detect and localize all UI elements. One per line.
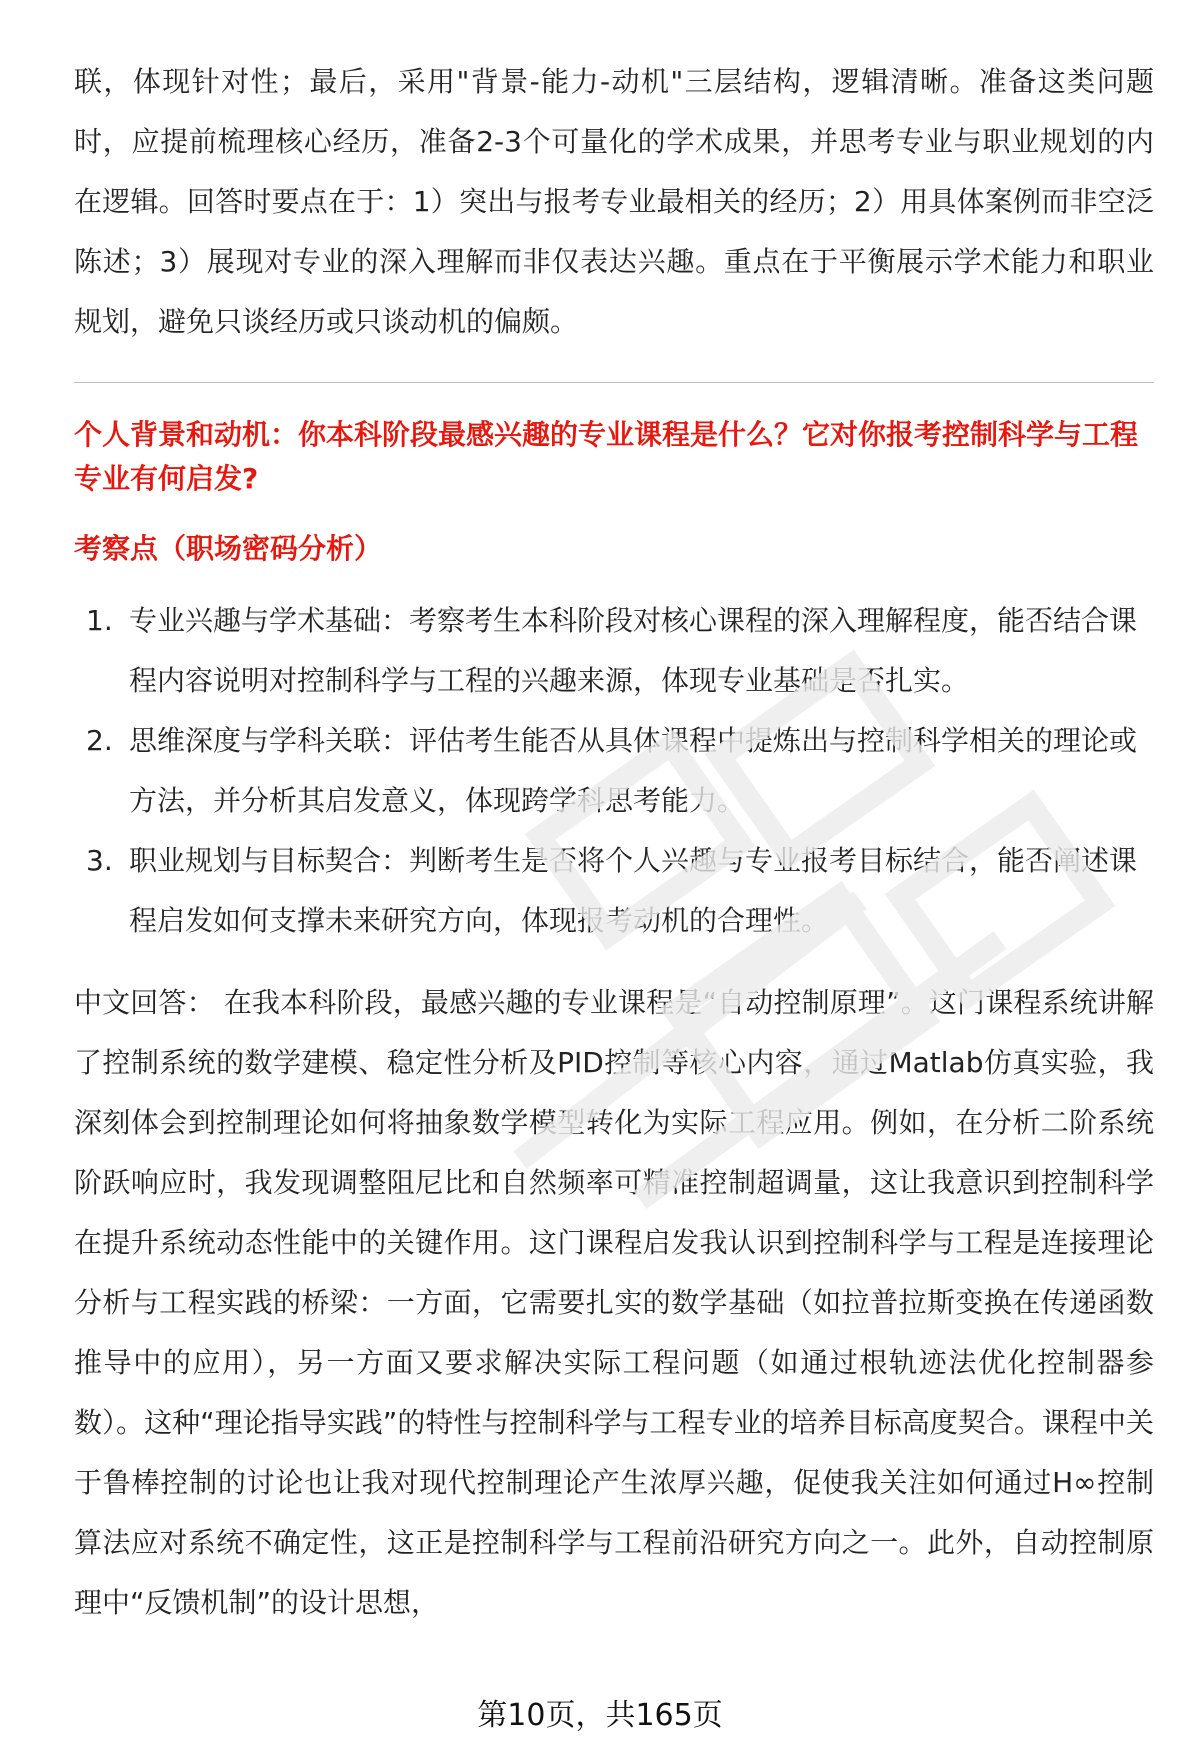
assessment-item-number: 1. — [86, 604, 113, 637]
page-footer: 第10页，共165页 — [477, 1698, 723, 1733]
assessment-list — [74, 591, 1154, 951]
intro-paragraph: 联，体现针对性；最后，采用"背景-能力-动机"三层结构，逻辑清晰。准备这类问题时，应提前梳理核心经历，准备2-3个可量化的学术成果，并思考专业与职业规划的内在逻辑。回答时要点在于：1）突出与报考专业最相关的经历；2）用具体案例而非空泛陈述；3）展现对专业的深入理解而非仅表达兴趣。重点在于平衡展示学术能力和职业规划，避免只谈经历或只谈动机的偏颇。 — [74, 65, 1154, 338]
assessment-item-number: 3. — [86, 844, 113, 877]
assessment-item-text: 思维深度与学科关联：评估考生能否从具体课程中提炼出与控制科学相关的理论或方法，并分析其启发意义，体现跨学科思考能力。 — [129, 724, 1138, 817]
assessment-item — [74, 831, 1154, 951]
assessment-item-text: 专业兴趣与学术基础：考察考生本科阶段对核心课程的深入理解程度，能否结合课程内容说明对控制科学与工程的兴趣来源，体现专业基础是否扎实。 — [129, 604, 1138, 697]
section-divider — [74, 382, 1154, 383]
assessment-item — [74, 591, 1154, 711]
assessment-item-text: 职业规划与目标契合：判断考生是否将个人兴趣与专业报考目标结合，能否阐述课程启发如何支撑未来研究方向，体现报考动机的合理性。 — [129, 844, 1138, 937]
assessment-heading: 考察点（职场密码分析） — [74, 532, 383, 565]
document-page — [74, 52, 1154, 1633]
answer-paragraph: 中文回答： 在我本科阶段，最感兴趣的专业课程是“自动控制原理”。这门课程系统讲解了控制系统的数学建模、稳定性分析及PID控制等核心内容，通过Matlab仿真实验，我深刻体会到控制理论如何将抽象数学模型转化为实际工程应用。例如，在分析二阶系统阶跃响应时，我发现调整阻尼比和自然频率可精准控制超调量，这让我意识到控制科学在提升系统动态性能中的关键作用。这门课程启发我认识到控制科学与工程是连接理论分析与工程实践的桥梁：一方面，它需要扎实的数学基础（如拉普拉斯变换在传递函数推导中的应用），另一方面又要求解决实际工程问题（如通过根轨迹法优化控制器参数）。这种“理论指导实践”的特性与控制科学与工程专业的培养目标高度契合。课程中关于鲁棒控制的讨论也让我对现代控制理论产生浓厚兴趣，促使我关注如何通过H∞控制算法应对系统不确定性，这正是控制科学与工程前沿研究方向之一。此外，自动控制原理中“反馈机制”的设计思想， — [74, 986, 1154, 1619]
assessment-item-number: 2. — [86, 724, 113, 757]
assessment-item — [74, 711, 1154, 831]
question-heading: 个人背景和动机：你本科阶段最感兴趣的专业课程是什么？它对你报考控制科学与工程专业有何启发? — [74, 418, 1139, 495]
